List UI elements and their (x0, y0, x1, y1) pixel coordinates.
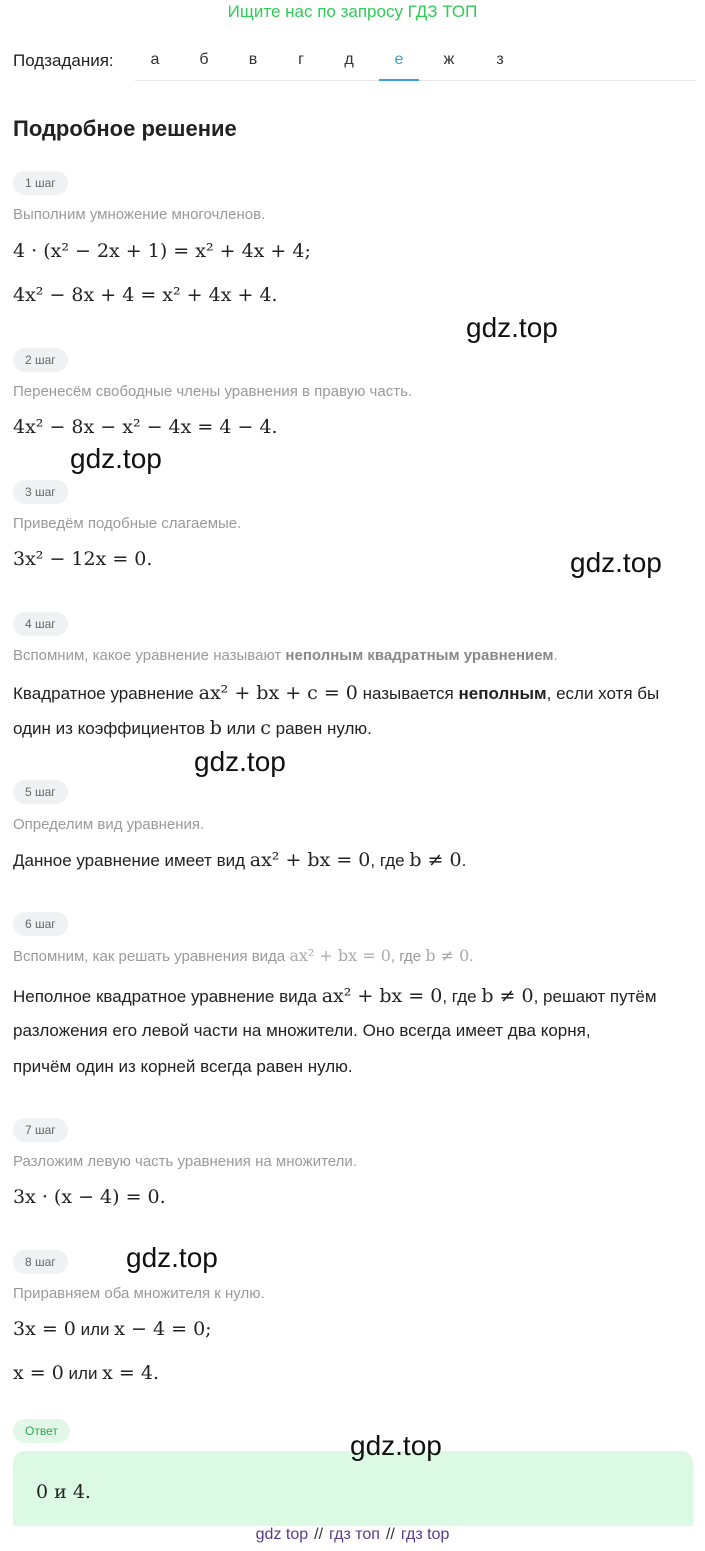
step-description: Выполним умножение многочленов. (13, 206, 266, 223)
definition-line-1: Квадратное уравнение ax² + bx + c = 0 называется неполным, если хотя бы (13, 682, 660, 704)
step-badge: 6 шаг (13, 912, 68, 936)
watermark: gdz.top (570, 547, 662, 578)
math-line: 3x · (x − 4) = 0. (13, 1186, 166, 1208)
answer-text: 0 и 4. (36, 1481, 91, 1503)
step-badge: 5 шаг (13, 780, 68, 804)
footer-links (0, 1526, 705, 1544)
watermark: gdz.top (466, 312, 558, 343)
page-title: Подробное решение (13, 116, 237, 141)
step-badge: 8 шаг (13, 1250, 68, 1274)
step-description: Определим вид уравнения. (13, 816, 205, 833)
footer-link-gdz-top-ru[interactable]: гдз топ (329, 1526, 380, 1543)
answer-box (13, 1451, 693, 1526)
step-badge: 7 шаг (13, 1118, 68, 1142)
subtask-tab-d[interactable]: д (344, 51, 354, 68)
subtask-tab-a[interactable]: а (150, 51, 160, 68)
subtask-tab-v[interactable]: в (248, 51, 258, 68)
subtasks-tabs (135, 42, 695, 81)
math-line: 4x² − 8x + 4 = x² + 4x + 4. (13, 284, 278, 306)
solution-line-2: x = 0 или x = 4. (13, 1362, 160, 1384)
step-badge: 4 шаг (13, 612, 68, 636)
math-line: 4 · (x² − 2x + 1) = x² + 4x + 4; (13, 240, 311, 262)
math-line: 4x² − 8x − x² − 4x = 4 − 4. (13, 416, 278, 438)
subtask-tab-g[interactable]: г (298, 51, 304, 68)
step-badge: 3 шаг (13, 480, 68, 504)
footer-link-gdz-top[interactable]: gdz top (255, 1526, 309, 1543)
step-description: Вспомним, какое уравнение называют неполным квадратным уравнением. (13, 647, 558, 664)
watermark: gdz.top (194, 746, 286, 777)
watermark: gdz.top (70, 443, 162, 474)
step-description: Перенесём свободные члены уравнения в правую часть. (13, 383, 413, 400)
equation-type-line: Данное уравнение имеет вид ax² + bx = 0, где b ≠ 0. (13, 849, 467, 871)
step-description: Приведём подобные слагаемые. (13, 515, 242, 532)
footer-separator: // (385, 1526, 395, 1543)
footer-link-gdz-top-mixed[interactable]: гдз top (400, 1526, 450, 1543)
footer-separator: // (314, 1526, 324, 1543)
step-description: Приравняем оба множителя к нулю. (13, 1285, 265, 1302)
method-line-1: Неполное квадратное уравнение вида ax² + bx = 0, где b ≠ 0, решают путём (13, 985, 657, 1007)
watermark: gdz.top (126, 1242, 218, 1273)
watermark: gdz.top (350, 1430, 442, 1461)
math-line: 3x² − 12x = 0. (13, 548, 153, 570)
answer-badge: Ответ (13, 1419, 70, 1443)
subtask-tab-zh[interactable]: ж (443, 51, 455, 68)
step-description: Разложим левую часть уравнения на множители. (13, 1153, 357, 1170)
method-line-3: причём один из корней всегда равен нулю. (13, 1057, 353, 1076)
step-badge: 2 шаг (13, 348, 68, 372)
subtask-tab-b[interactable]: б (199, 51, 209, 68)
subtasks-label: Подзадания: (13, 51, 114, 70)
solution-line-1: 3x = 0 или x − 4 = 0; (13, 1318, 212, 1340)
promo-banner: Ищите нас по запросу ГДЗ ТОП (227, 2, 478, 21)
subtask-tab-e[interactable]: е (379, 51, 419, 69)
definition-line-2: один из коэффициентов b или c равен нулю. (13, 717, 372, 739)
subtask-tab-z[interactable]: з (496, 51, 504, 68)
step-description: Вспомним, как решать уравнения вида ax² + bx = 0, где b ≠ 0. (13, 946, 474, 965)
method-line-2: разложения его левой части на множители. Оно всегда имеет два корня, (13, 1021, 591, 1040)
step-badge: 1 шаг (13, 171, 68, 195)
